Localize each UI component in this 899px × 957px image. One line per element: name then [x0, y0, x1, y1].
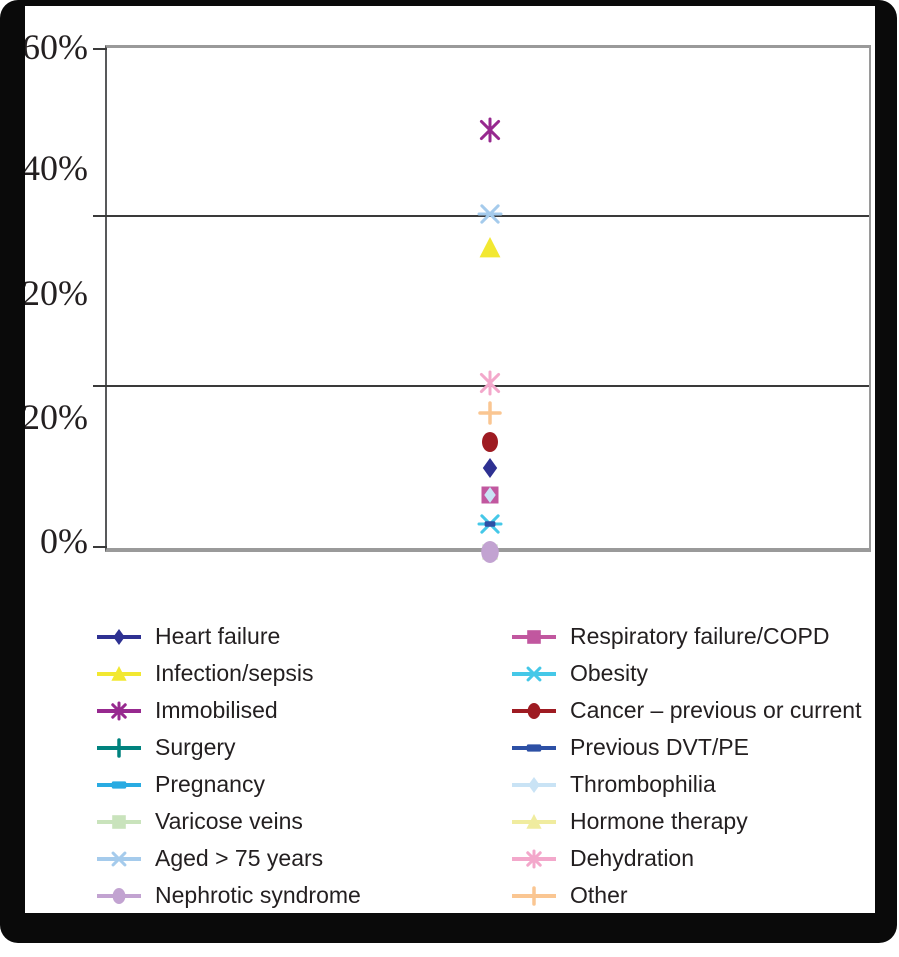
y-axis-label: 60% [22, 27, 88, 67]
axis-tick [93, 385, 107, 387]
legend-item [95, 877, 361, 914]
legend-item [510, 729, 861, 766]
legend-label: Hormone therapy [570, 808, 748, 834]
legend-marker-icon [510, 623, 558, 651]
y-axis-label: 40% [22, 148, 88, 188]
legend-label: Varicose veins [155, 808, 303, 834]
legend-label: Infection/sepsis [155, 660, 314, 686]
legend-item [510, 877, 861, 914]
gridline-40pct [107, 215, 869, 217]
legend-label: Thrombophilia [570, 771, 716, 797]
legend-marker-icon [510, 808, 558, 836]
legend-label: Surgery [155, 734, 236, 760]
legend-item [95, 692, 361, 729]
legend-label: Cancer – previous or current [570, 697, 862, 723]
legend-item [95, 729, 361, 766]
y-axis-label: 0% [40, 521, 88, 561]
gridline-20pct [107, 385, 869, 387]
legend-marker-icon [95, 808, 143, 836]
legend-label: Obesity [570, 660, 648, 686]
y-axis-label: 20% [22, 397, 88, 437]
legend-item [510, 692, 861, 729]
legend-item [95, 618, 361, 655]
legend-marker-icon [95, 845, 143, 873]
legend-label: Other [570, 882, 628, 908]
legend-right-column [510, 618, 861, 914]
legend-marker-icon [95, 697, 143, 725]
legend-marker-icon [510, 660, 558, 688]
legend-marker-icon [510, 882, 558, 910]
legend-label: Pregnancy [155, 771, 265, 797]
legend-marker-icon [510, 697, 558, 725]
legend-label: Nephrotic syndrome [155, 882, 361, 908]
legend-label: Aged > 75 years [155, 845, 324, 871]
legend-marker-icon [510, 771, 558, 799]
legend-item [95, 766, 361, 803]
legend-marker-icon [510, 845, 558, 873]
legend-item [510, 803, 861, 840]
legend-item [95, 655, 361, 692]
legend-marker-icon [95, 660, 143, 688]
legend-item [510, 840, 861, 877]
legend-marker-icon [95, 771, 143, 799]
legend-item [510, 655, 861, 692]
legend-marker-icon [95, 623, 143, 651]
legend-label: Heart failure [155, 623, 281, 649]
legend-marker-icon [510, 734, 558, 762]
legend-item [510, 766, 861, 803]
axis-tick [93, 215, 107, 217]
y-axis-label: 20% [22, 273, 88, 313]
legend-item [95, 840, 361, 877]
legend-marker-icon [95, 882, 143, 910]
legend-left-column [95, 618, 361, 914]
plot-area [105, 45, 871, 552]
legend-item [510, 618, 861, 655]
legend-label: Dehydration [570, 845, 695, 871]
axis-tick [93, 48, 107, 50]
legend-label: Respiratory failure/COPD [570, 623, 830, 649]
axis-tick [93, 546, 107, 548]
legend-item [95, 803, 361, 840]
legend-label: Immobilised [155, 697, 278, 723]
legend-marker-icon [95, 734, 143, 762]
legend-label: Previous DVT/PE [570, 734, 749, 760]
